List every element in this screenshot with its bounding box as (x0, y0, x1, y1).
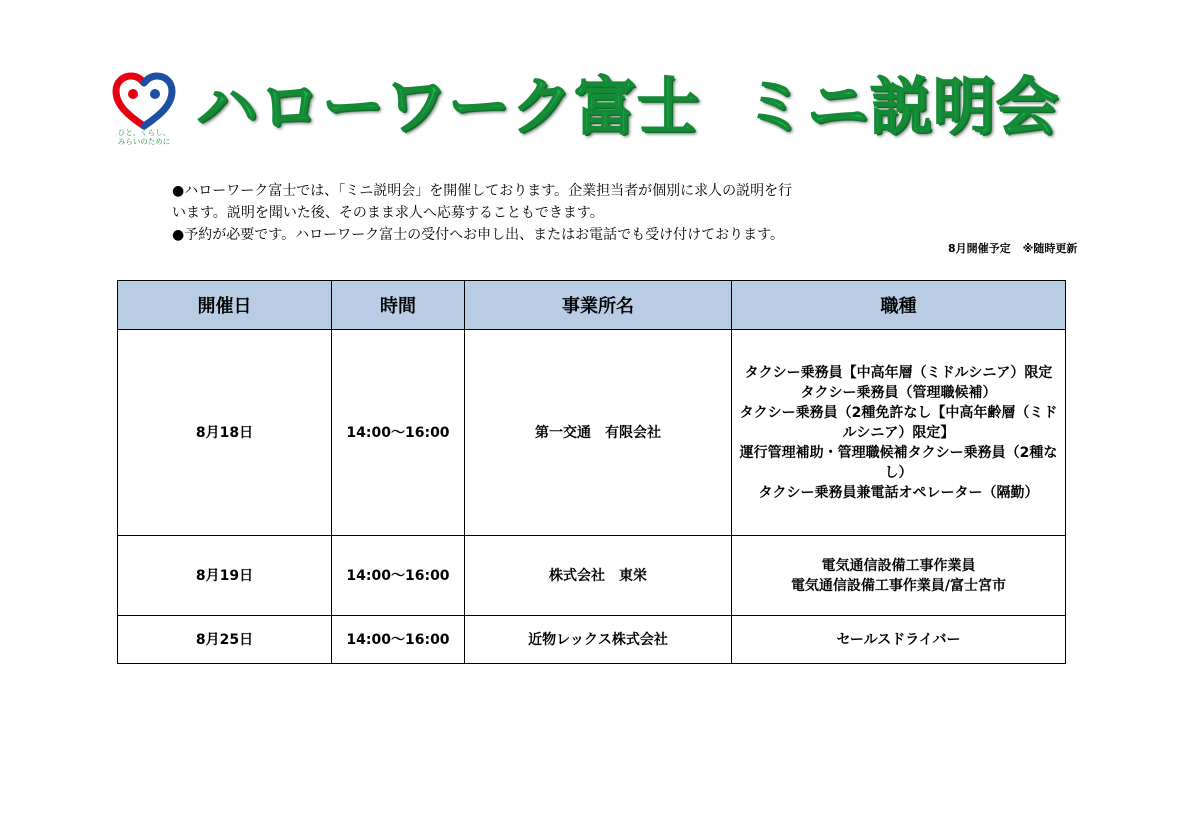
cell-time: 14:00～16:00 (332, 616, 465, 664)
cell-job-types (732, 616, 1066, 664)
cell-job-types (732, 536, 1066, 616)
intro-line-2: います。説明を聞いた後、そのまま求人へ応募することもできます。 (172, 205, 604, 221)
table-row (118, 330, 1066, 536)
cell-time: 14:00～16:00 (332, 536, 465, 616)
cell-company: 近物レックス株式会社 (465, 616, 732, 664)
hellowork-heart-icon (112, 72, 176, 130)
job-item: タクシー乗務員【中高年層（ミドルシニア）限定 (744, 364, 1053, 381)
job-item: タクシー乗務員（2種免許なし【中高年齢層（ミドルシニア）限定】 (739, 404, 1058, 441)
job-item: 運行管理補助・管理職候補タクシー乗務員（2種なし） (739, 444, 1058, 481)
table-header-row (118, 281, 1066, 330)
logo-tagline-line2: みらいのために (117, 137, 171, 146)
job-item: 電気通信設備工事作業員 (821, 557, 976, 574)
job-item: 電気通信設備工事作業員/富士宮市 (790, 577, 1007, 594)
page-title (196, 70, 1059, 144)
header-date: 開催日 (118, 281, 332, 330)
cell-time: 14:00～16:00 (332, 330, 465, 536)
cell-company: 株式会社 東栄 (465, 536, 732, 616)
hellowork-logo (108, 72, 180, 148)
schedule-table (117, 280, 1066, 664)
logo-tagline-line1: ひと、くらし、 (117, 128, 171, 137)
page-title-part1: ハローワーク富士 (196, 70, 701, 143)
cell-date: 8月19日 (118, 536, 332, 616)
job-item: セールスドライバー (836, 631, 961, 648)
page-title-part2: ミニ説明会 (744, 70, 1060, 143)
intro-line-3: ●予約が必要です。ハローワーク富士の受付へお申し出、またはお電話でも受け付けております。 (172, 227, 784, 243)
job-item: タクシー乗務員兼電話オペレーター（隔勤） (758, 484, 1039, 501)
schedule-note-month: 8月開催予定 (948, 242, 1011, 255)
intro-text (172, 180, 952, 246)
header-company: 事業所名 (465, 281, 732, 330)
cell-company: 第一交通 有限会社 (465, 330, 732, 536)
schedule-note (948, 240, 1077, 256)
logo-tagline (108, 128, 180, 146)
table-row (118, 616, 1066, 664)
schedule-note-update: ※随時更新 (1022, 242, 1078, 255)
cell-date: 8月18日 (118, 330, 332, 536)
cell-job-types (732, 330, 1066, 536)
intro-line-1: ●ハローワーク富士では、「ミニ説明会」を開催しております。企業担当者が個別に求人の説明を行 (172, 183, 793, 199)
cell-date: 8月25日 (118, 616, 332, 664)
job-item: タクシー乗務員（管理職候補） (800, 384, 997, 401)
table-row (118, 536, 1066, 616)
header-job-type: 職種 (732, 281, 1066, 330)
header-time: 時間 (332, 281, 465, 330)
